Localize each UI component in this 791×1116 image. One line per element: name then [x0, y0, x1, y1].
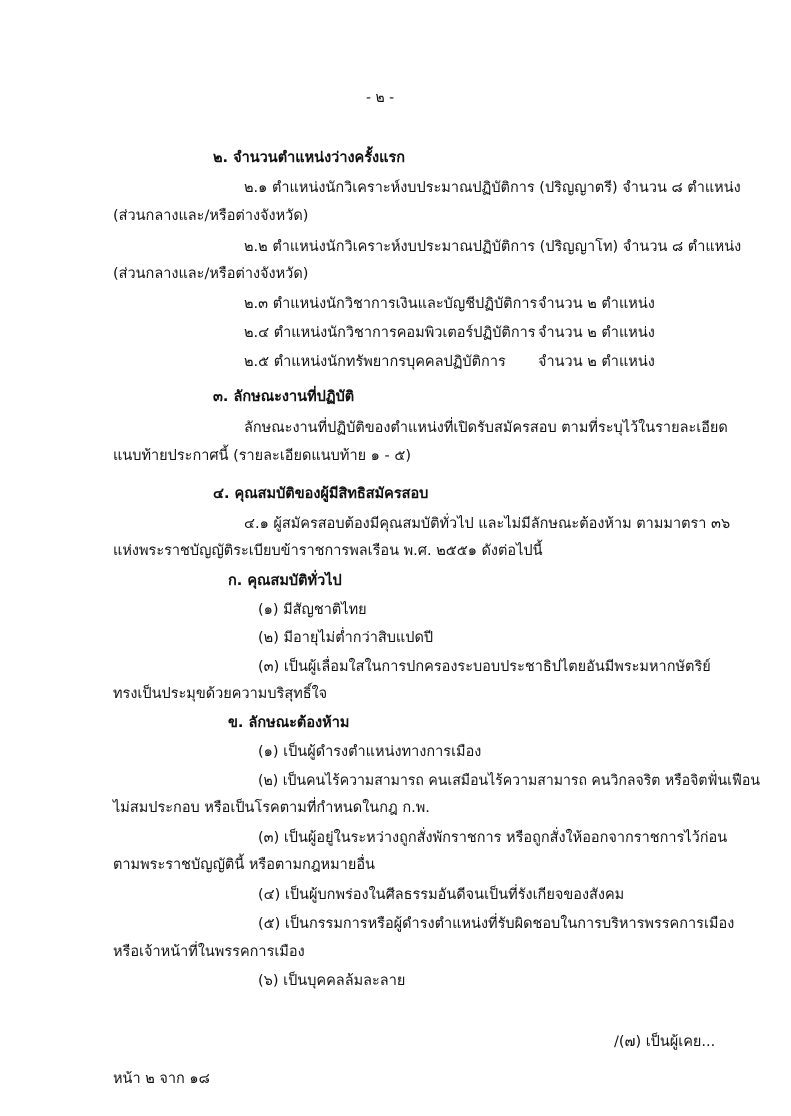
qualification-3-line2: ทรงเป็นประมุขด้วยความบริสุทธิ์ใจ [113, 686, 328, 702]
section-3-line2: แนบท้ายประกาศนี้ (รายละเอียดแนบท้าย ๑ - ๕) [113, 448, 411, 464]
section-2-1-line2: (ส่วนกลางและ/หรือต่างจังหวัด) [113, 208, 309, 224]
page-number-top: - ๒ - [366, 90, 395, 106]
continuation-note: /(๗) เป็นผู้เคย... [614, 1034, 716, 1050]
section-2-3-position: ๒.๓ ตำแหน่งนักวิชาการเงินและบัญชีปฏิบัติการ [244, 296, 538, 312]
subsection-b-heading: ข. ลักษณะต้องห้าม [228, 715, 350, 731]
section-4-1-line1: ๔.๑ ผู้สมัครสอบต้องมีคุณสมบัติทั่วไป และไม่มีลักษณะต้องห้าม ตามมาตรา ๓๖ [244, 516, 731, 532]
prohibition-3-line2: ตามพระราชบัญญัตินี้ หรือตามกฎหมายอื่น [113, 857, 375, 873]
section-2-5-position: ๒.๕ ตำแหน่งนักทรัพยากรบุคคลปฏิบัติการ [244, 354, 506, 370]
subsection-a-heading: ก. คุณสมบัติทั่วไป [228, 573, 342, 589]
section-3-heading: ๓. ลักษณะงานที่ปฏิบัติ [213, 389, 355, 405]
section-2-5-count: จำนวน ๒ ตำแหน่ง [538, 354, 655, 370]
prohibition-5-line2: หรือเจ้าหน้าที่ในพรรคการเมือง [113, 944, 305, 960]
prohibition-3-line1: (๓) เป็นผู้อยู่ในระหว่างถูกสั่งพักราชการ หรือถูกสั่งให้ออกจากราชการไว้ก่อน [258, 830, 728, 846]
section-2-4-count: จำนวน ๒ ตำแหน่ง [538, 325, 655, 341]
page-footer: หน้า ๒ จาก ๑๘ [113, 1071, 210, 1087]
qualification-3-line1: (๓) เป็นผู้เลื่อมใสในการปกครองระบอบประชาธิปไตยอันมีพระมหากษัตริย์ [258, 659, 711, 675]
prohibition-4: (๔) เป็นผู้บกพร่องในศีลธรรมอันดีจนเป็นที่รังเกียจของสังคม [258, 887, 625, 903]
qualification-2: (๒) มีอายุไม่ต่ำกว่าสิบแปดปี [258, 630, 434, 646]
section-2-2-line2: (ส่วนกลางและ/หรือต่างจังหวัด) [113, 266, 309, 282]
section-2-heading: ๒. จำนวนตำแหน่งว่างครั้งแรก [213, 150, 406, 166]
prohibition-5-line1: (๕) เป็นกรรมการหรือผู้ดำรงตำแหน่งที่รับผิดชอบในการบริหารพรรคการเมือง [258, 916, 735, 932]
section-2-2-line1: ๒.๒ ตำแหน่งนักวิเคราะห์งบประมาณปฏิบัติการ (ปริญญาโท) จำนวน ๘ ตำแหน่ง [244, 239, 742, 255]
section-2-1-line1: ๒.๑ ตำแหน่งนักวิเคราะห์งบประมาณปฏิบัติการ (ปริญญาตรี) จำนวน ๘ ตำแหน่ง [244, 180, 741, 196]
prohibition-2-line2: ไม่สมประกอบ หรือเป็นโรคตามที่กำหนดในกฎ ก.พ. [113, 800, 430, 816]
section-4-1-line2: แห่งพระราชบัญญัติระเบียบข้าราชการพลเรือน พ.ศ. ๒๕๕๑ ดังต่อไปนี้ [113, 543, 543, 559]
section-2-3-count: จำนวน ๒ ตำแหน่ง [538, 296, 655, 312]
section-2-4-position: ๒.๔ ตำแหน่งนักวิชาการคอมพิวเตอร์ปฏิบัติการ [244, 325, 536, 341]
prohibition-6: (๖) เป็นบุคคลล้มละลาย [258, 973, 406, 989]
prohibition-1: (๑) เป็นผู้ดำรงตำแหน่งทางการเมือง [258, 744, 482, 760]
prohibition-2-line1: (๒) เป็นคนไร้ความสามารถ คนเสมือนไร้ความสามารถ คนวิกลจริต หรือจิตฟั่นเฟือน [258, 773, 760, 789]
section-4-heading: ๔. คุณสมบัติของผู้มีสิทธิสมัครสอบ [213, 486, 429, 502]
qualification-1: (๑) มีสัญชาติไทย [258, 602, 367, 618]
section-3-line1: ลักษณะงานที่ปฏิบัติของตำแหน่งที่เปิดรับสมัครสอบ ตามที่ระบุไว้ในรายละเอียด [244, 420, 728, 436]
